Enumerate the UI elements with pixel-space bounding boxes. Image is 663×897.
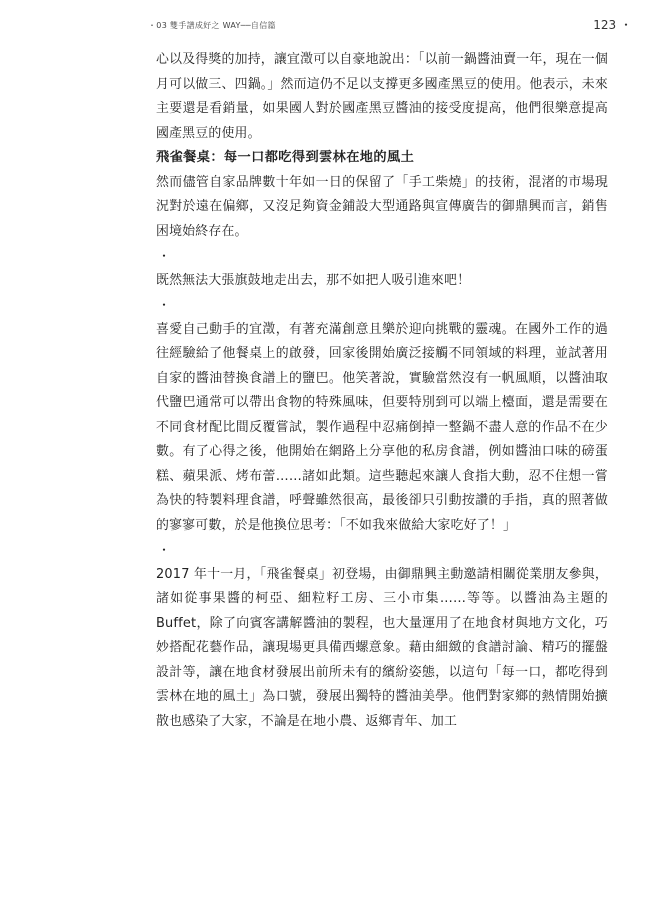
paragraph-3: 既然無法大張旗鼓地走出去，那不如把人吸引進來吧！ [156, 272, 471, 288]
paragraph-5: 2017 年十一月，「飛雀餐桌」初登場，由御鼎興主動邀請相關從業朋友參與，諸如從事果醬的柯亞、細粒籽工房、三小市集……等等。以醬油為主題的 Buffet，除了向賓客講解醬油的製程，也大量運用了在地食材與地方文化，巧妙搭配花藝作品，讓現場更具備西螺意象。藉由細緻的食譜討論、精巧的擺盤設計等，讓在地食材發展出前所未有的繽紛姿態，以這句「每一口，都吃得到雲林在地的風土」為口號，發展出獨特的醬油美學。他們對家鄉的熱情開始擴散也感染了大家，不論是在地小農、返鄉青年、加工 [156, 566, 608, 729]
separator-dot-2: ・ [158, 298, 171, 312]
paragraph-4: 喜愛自己動手的宜澂，有著充滿創意且樂於迎向挑戰的靈魂。在國外工作的過往經驗給了他餐桌上的啟發，回家後開始廣泛接觸不同領域的料理，並試著用自家的醬油替換食譜上的鹽巴。他笑著說，實驗當然沒有一帆風順，以醬油取代鹽巴通常可以帶出食物的特殊風味，但要特別到可以端上檯面，還是需要在不同食材配比間反覆嘗試，製作過程中忍痛倒掉一整鍋不盡人意的作品不在少數。有了心得之後，他開始在網路上分享他的私房食譜，例如醬油口味的磅蛋糕、蘋果派、烤布蕾……諸如此類。這些聽起來讓人食指大動，忍不住想一嘗為快的特製料理食譜，呼聲雖然很高，最後卻只引動按讚的手指，真的照著做的寥寥可數，於是他換位思考：「不如我來做給大家吃好了！」 [156, 321, 608, 533]
separator-dot-1: ・ [158, 249, 171, 263]
separator-dot-3: ・ [158, 543, 171, 557]
paragraph-1: 心以及得獎的加持，讓宜澂可以自豪地說出：「以前一鍋醬油賣一年，現在一個月可以做三、四鍋。」然而這仍不足以支撐更多國產黑豆的使用。他表示，未來主要還是看銷量，如果國人對於國產黑豆醬油的接受度提高，他們很樂意提高國產黑豆的使用。 [156, 52, 608, 141]
page-body [156, 48, 608, 734]
running-header [148, 14, 632, 34]
page-number: 123 ・ [593, 18, 632, 32]
chapter-title: ・03 雙手譜成好之 WAY──自信篇 [148, 21, 276, 30]
section-heading: 飛雀餐桌：每一口都吃得到雲林在地的風土 [156, 150, 415, 165]
paragraph-2: 然而儘管自家品牌數十年如一日的保留了「手工柴燒」的技術，混渚的市場現況對於遠在偏鄉，又沒足夠資金鋪設大型通路與宣傳廣告的御鼎興而言，銷售困境始終存在。 [156, 174, 608, 239]
